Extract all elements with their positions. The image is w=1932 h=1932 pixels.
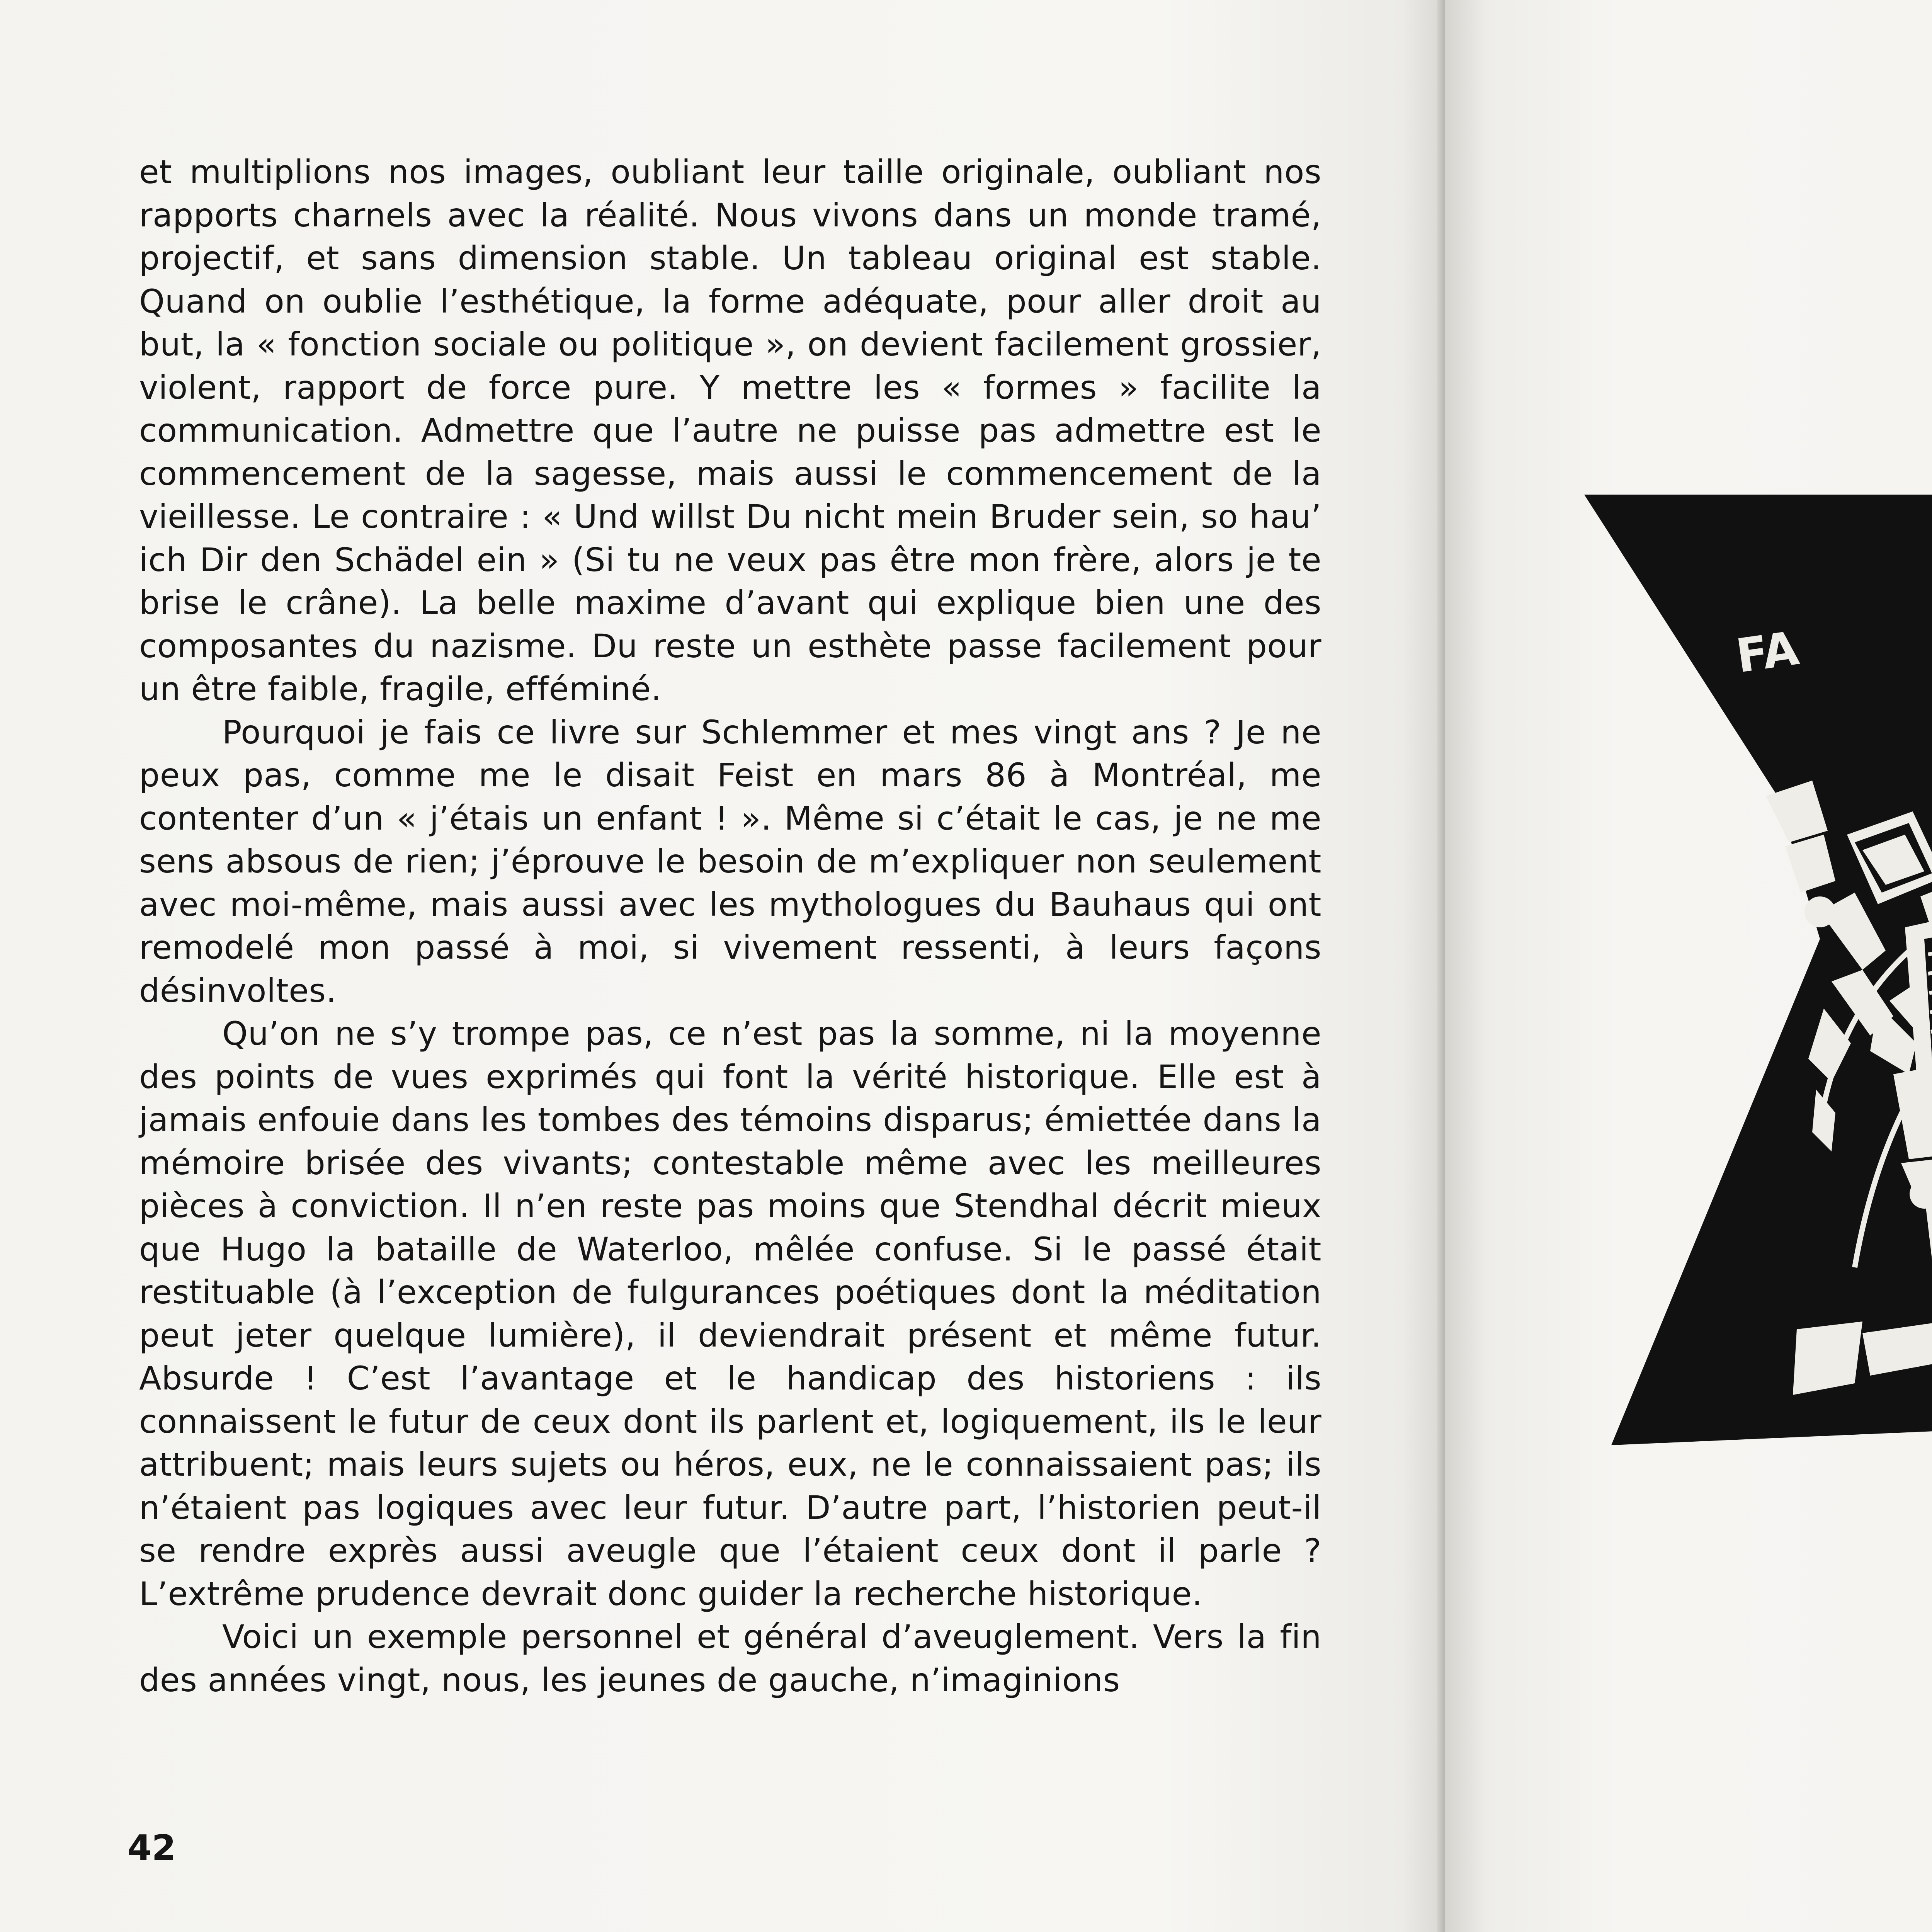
paragraph: Qu’on ne s’y trompe pas, ce n’est pas la somme, ni la moyenne des points de vues exprimés qui font la vérité historique. Elle est à jamais enfouie dans les tombes des témoins disparus; émiettée dans la mémoire brisée des vivants; contestable même avec les meilleures pièces à conviction. Il n’en reste pas moins que Stendhal décrit mieux que Hugo la bataille de Waterloo, mêlée confuse. Si le passé était restituable (à l’exception de fulgurances poétiques dont la méditation peut jeter quelque lumière), il deviendrait présent et même futur. Absurde ! C’est l’avantage et le handicap des historiens : ils connaissent le futur de ceux dont ils parlent et, logiquement, ils le leur attribuent; mais leurs sujets ou héros, eux, ne le connaissaient pas; ils n’étaient pas logiques avec leur futur. D’autre part, l’historien peut-il se rendre exprès aussi aveugle que l’étaient ceux dont il parle ? L’extrême prudence devrait donc guider la recherche historique. — [139, 1015, 1321, 1613]
paragraph: et multiplions nos images, oubliant leur taille originale, oubliant nos rapports charnels avec la réalité. Nous vivons dans un monde tramé, projectif, et sans dimension stable. Un tableau original est stable. Quand on oublie l’esthétique, la forme adéquate, pour aller droit au but, la « fonction sociale ou politique », on devient facilement grossier, violent, rapport de force pure. Y mettre les « formes » facilite la communication. Admettre que l’autre ne puisse pas admettre est le commencement de la sagesse, mais aussi le commencement de la vieillesse. Le contraire : « Und willst Du nicht mein Bruder sein, so hau’ ich Dir den Schädel ein » (Si tu ne veux pas être mon frère, alors je te brise le crâne). La belle maxime d’avant qui explique bien une des composantes du nazisme. Du reste un esthète passe facilement pour un être faible, fragile, efféminé. — [139, 153, 1321, 708]
paragraph: Pourquoi je fais ce livre sur Schlemmer et mes vingt ans ? Je ne peux pas, comme me le disait Feist en mars 86 à Montréal, me contenter d’un « j’étais un enfant ! ». Même si c’était le cas, je ne me sens absous de rien; j’éprouve le besoin de m’expliquer non seulement avec moi-même, mais aussi avec les mythologues du Bauhaus qui ont remodelé mon passé à moi, si vivement ressenti, à leurs façons désinvoltes. — [139, 713, 1321, 1010]
paragraph: Voici un exemple personnel et général d’aveuglement. Vers la fin des années vingt, nous, les jeunes de gauche, n’imaginions — [139, 1618, 1321, 1699]
schlemmer-woodcut-illustration — [1584, 495, 1932, 1453]
illustration-monogram: FA — [1733, 621, 1802, 684]
body-text — [139, 151, 1321, 1702]
page-number: 42 — [128, 1828, 176, 1868]
